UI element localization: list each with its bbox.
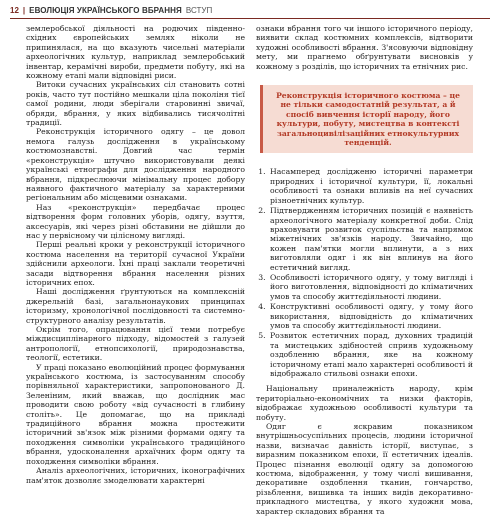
paragraph: ознаки вбрання того чи іншого історичного періоду, виявити склад костюмних комплексів, відтворити художні особливості вбрання. З'ясовуючи відповідну мету, ми прагнемо обґрунтувати висновків у кожному з розділів, що історичних та етнічних рис. (256, 24, 473, 71)
paragraph: Наші дослідження ґрунтуються на комплексній джерельній базі, загальнонаукових принципах історизму, хронологічної послідовності та системно-структурного аналізу результатів. (26, 287, 245, 325)
list-item: 4. Конструктивні особливості одягу, у тому його використання, відповідність до кліматичних умов та способу життєдіяльності людини. (268, 302, 473, 330)
paragraph: Аналіз археологічних, історичних, іконографічних пам'яток дозволяє змоделювати характерні (26, 466, 245, 485)
paragraph: Перші реальні кроки у реконструкції історичного костюма населення на території сучасної України здійснили археологи. Їхні праці заклали теоретичні засади відтворення вбрання населення різних історичних епох. (26, 240, 245, 287)
header-rule (10, 18, 490, 19)
conclusions-list (256, 167, 473, 378)
page-number: 12 (10, 6, 19, 15)
list-item: 1. Насамперед дослідженю історичні параметри природних і історичної культури, її, локальні особливості та ознаки впливів на неї сучасних різноетнічних культур. (268, 167, 473, 205)
paragraph: Реконструкція історичного одягу – це довол немога галузь дослідження в українському костюмознавстві. Довгий час термін «реконструкція» штучно використовували деякі українські етнографи для дослідження народного вбрання, підкреслюючи мінімальну процес добору наявного фактичного матеріалу за характерними регіональним або місцевими ознаками. (26, 127, 245, 203)
page-header (10, 6, 212, 16)
callout-box: Реконструкція історичного костюма – це не тільки самодостатній результат, а й спосіб вивчення історії народу, його культури, побуту, мистецтва в контексті загальноцивілізаційних етнокультурних тенденцій. (260, 85, 473, 153)
paragraph: Одяг є яскравим показником внутрішньосуспільних процесів, людини історичної назви, визначає давність історії, виступає, з виразним показником епохи, її естетичних ідеалів. Процес пізнання еволюції одягу за допомогою костюма, відображення, у тому числі вишивання, декоративне оздоблення тканин, гончарство, різьблення, вишивка та інших видів декоративно-прикладного мистецтва, у якого художня мова, характер складових вбрання та (256, 422, 473, 516)
list-item: 5. Розвиток естетичних порад, духовних традицій та мистецьких здібностей сприяв художньому оздобленню вбрання, яке на кожному історичному етапі мало характерні особливості й відображало стильові ознаки епохи. (268, 331, 473, 378)
paragraph: Витоки сучасних українських сіл становить сотні років, часто тут постійно мешкали ціла поколіня тієї самої родини, люди зберігали старовинні звичаї, обряди, вбрання, у яких відбивались тисячолітні традиції. (26, 80, 245, 128)
paragraph: У праці показано еволюційний процес формування українського костюма, із застосуванням способу порівняльної характеристики, запропонованого Д. Зеленіним, який вважав, що дослідник мас проводити свою роботу «від сучасності в глибину століть». Це допомагає, що на прикладі традиційного вбрання можна простежити історичний зв'язок між різними формами одягу та походження символіки українського традиційного вбрання, удосконалення архаїчних форм одягу та походження символіки вбрання. (26, 362, 246, 466)
paragraph: землеробської діяльності на родючих південно-східних європейських землях ніколи не припинялася, на що вказують чисельні матеріали археологічних культур, наприклад землеробський інвентар, керамічні вироби, предмети побуту, які на кожному етапі мали відповідні риси. (26, 24, 245, 81)
chapter-title: ЕВОЛЮЦІЯ УКРАЇНСЬКОГО ВБРАННЯ (29, 6, 182, 15)
list-item: 3. Особливості історичного одягу, у тому вигляді і його виготовлення, відповідності до кліматичних умов та способу життєдіяльності людини. (268, 273, 473, 301)
left-column (26, 24, 245, 500)
paragraph: Наз «реконструкція» передбачає процес відтворення форм головних уборів, одягу, взуття, аксесуарів, які через різні обставини не дійшли до нас у первісному чи цілісному вигляді. (26, 202, 245, 240)
list-item: 2. Підтвердженням історичних позицій є наявність археологічного матеріалу конкретної доби. Слід враховувати розвиток суспільства та напрямок міжетнічних зв'язків народу. Звичайно, що кожен пам'ятки могли вплинути, а з них виготовляли одяг і як він вплинув на його естетичний вигляд. (268, 206, 473, 272)
header-separator: | (22, 6, 26, 15)
section-label: ВСТУП (185, 6, 213, 15)
paragraph: Національну приналежність народу, крім територіально-економічних та низки факторів, відображає художньою особливості культури та побуту. (256, 384, 473, 422)
paragraph: Окрім того, опрацювання цієї теми потребує міждисциплінарного підходу, відомостей з галузей антропології, етнопсихології, природознавства, теології, естетики. (26, 325, 245, 363)
right-column (256, 24, 473, 516)
